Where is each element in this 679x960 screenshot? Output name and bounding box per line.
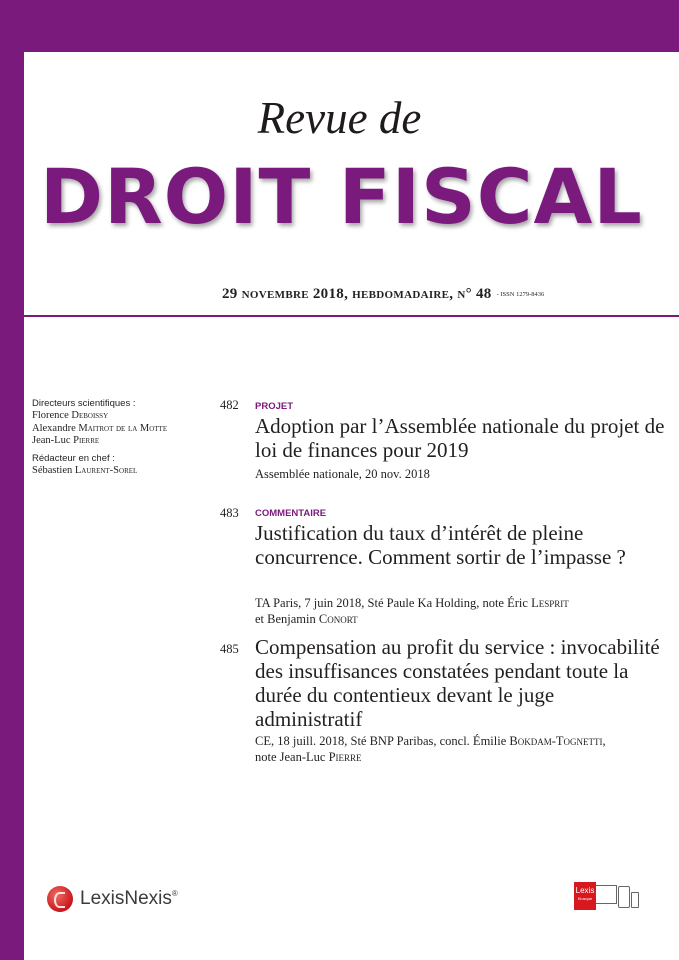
issn-text: - ISSN 1279-8436 xyxy=(496,291,545,298)
directors-label: Directeurs scientifiques : xyxy=(32,398,136,409)
article-source: CE, 18 juill. 2018, Sté BNP Paribas, concl. Émilie Bokdam-Tognetti, note Jean-Luc Pierre xyxy=(255,734,606,764)
lexisnexis-logo xyxy=(47,886,207,912)
article-number: 485 xyxy=(220,642,239,656)
article-number: 482 xyxy=(220,398,239,412)
journal-title-line1: Revue de xyxy=(257,93,422,143)
director-name: Alexandre Maitrot de la Motte xyxy=(32,422,168,434)
director-name: Jean-Luc Pierre xyxy=(32,435,100,447)
desktop-icon xyxy=(596,885,617,904)
issue-date-number: 29 novembre 2018, hebdomadaire, n° 48 xyxy=(222,286,492,302)
article-category: COMMENTAIRE xyxy=(255,508,327,519)
editorial-board xyxy=(32,398,212,477)
chief-editor-name: Sébastien Laurent-Sorel xyxy=(32,465,138,477)
issue-info xyxy=(222,286,544,303)
phone-icon xyxy=(631,892,639,908)
lexis-kiosque-badge xyxy=(574,882,640,910)
chief-editor-label: Rédacteur en chef : xyxy=(32,452,115,464)
side-color-band xyxy=(0,52,24,960)
article-category: PROJET xyxy=(255,401,294,412)
registered-mark: ® xyxy=(171,889,178,898)
article-title[interactable]: Compensation au profit du service : invocabilité des insuffisances constatées pendant toute la durée du contentieux devant le juge administratif xyxy=(255,635,660,731)
journal-title-line2: DROIT FISCAL xyxy=(40,152,643,241)
publisher-name: LexisNexis xyxy=(80,888,172,909)
article-title[interactable]: Justification du taux d’intérêt de pleine concurrence. Comment sortir de l’impasse ? xyxy=(255,521,626,569)
tablet-icon xyxy=(618,886,630,908)
lexisnexis-emblem-icon xyxy=(47,886,73,912)
article-source: TA Paris, 7 juin 2018, Sté Paule Ka Holding, note Éric Lesprit et Benjamin Conort xyxy=(255,596,569,626)
article-number: 483 xyxy=(220,506,239,520)
director-name: Florence Deboissy xyxy=(32,410,109,422)
separator-line xyxy=(24,315,679,317)
top-color-band xyxy=(0,0,679,52)
article-title[interactable]: Adoption par l’Assemblée nationale du projet de loi de finances pour 2019 xyxy=(255,414,665,462)
kiosque-logo: Lexis Kiosque xyxy=(574,882,596,910)
article-source: Assemblée nationale, 20 nov. 2018 xyxy=(255,467,430,481)
